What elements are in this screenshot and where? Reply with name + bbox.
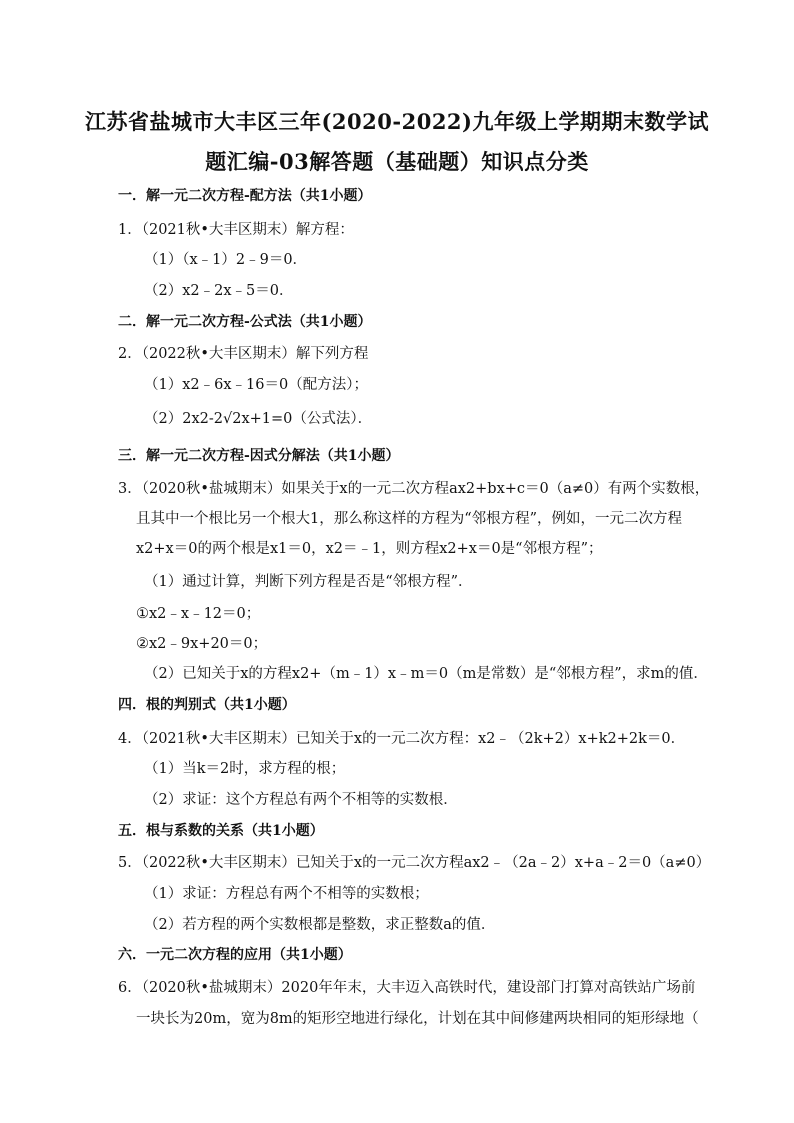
question-3-line-1: 3．（2020秋•盐城期末）如果关于x的一元二次方程ax2+bx+c＝0（a≠0）有两个实数根， bbox=[118, 481, 710, 497]
question-6-line-1: 6．（2020秋•盐城期末）2020年年末，大丰迈入高铁时代，建设部门打算对高铁站广场前 bbox=[118, 980, 696, 996]
question-3-part-1: （1）通过计算，判断下列方程是否是“邻根方程”． bbox=[144, 574, 473, 590]
section-heading-4: 四．根的判别式（共1小题） bbox=[118, 697, 296, 713]
question-1: 1．（2021秋•大丰区期末）解方程： bbox=[118, 222, 354, 238]
section-heading-3: 三．解一元二次方程-因式分解法（共1小题） bbox=[118, 448, 400, 464]
question-1-part-2: （2）x2﹣2x﹣5＝0． bbox=[144, 283, 294, 299]
section-heading-6: 六．一元二次方程的应用（共1小题） bbox=[118, 947, 352, 963]
question-3-line-2: 且其中一个根比另一个根大1，那么称这样的方程为“邻根方程”，例如，一元二次方程 bbox=[136, 511, 683, 527]
question-2-part-2: （2）2x2-2√2x+1=0（公式法）． bbox=[144, 411, 373, 427]
question-4: 4．（2021秋•大丰区期末）已知关于x的一元二次方程：x2﹣（2k+2）x+k2+2k＝0． bbox=[118, 731, 686, 747]
section-heading-2: 二．解一元二次方程-公式法（共1小题） bbox=[118, 314, 372, 330]
section-heading-5: 五．根与系数的关系（共1小题） bbox=[118, 823, 324, 839]
document-title-line2: 题汇编-03解答题（基础题）知识点分类 bbox=[205, 149, 589, 174]
question-3-part-2: （2）已知关于x的方程x2+（m﹣1）x﹣m＝0（m是常数）是“邻根方程”，求m的值． bbox=[144, 666, 708, 682]
question-5: 5．（2022秋•大丰区期末）已知关于x的一元二次方程ax2﹣（2a﹣2）x+a﹣2＝0（a≠0） bbox=[118, 855, 711, 871]
question-3-line-3: x2+x＝0的两个根是x1＝0，x2＝﹣1，则方程x2+x＝0是“邻根方程”； bbox=[136, 541, 603, 557]
question-5-part-1: （1）求证：方程总有两个不相等的实数根； bbox=[144, 886, 429, 902]
question-3-part-1b: ②x2﹣9x+20＝0； bbox=[136, 636, 268, 652]
question-2-part-1: （1）x2﹣6x﹣16＝0（配方法）； bbox=[144, 377, 368, 393]
question-5-part-2: （2）若方程的两个实数根都是整数，求正整数a的值． bbox=[144, 917, 496, 933]
question-1-part-1: （1）（x﹣1）2﹣9＝0． bbox=[144, 252, 308, 268]
question-3-part-1a: ①x2﹣x﹣12＝0； bbox=[136, 606, 261, 622]
document-title-line1: 江苏省盐城市大丰区三年(2020-2022)九年级上学期期末数学试 bbox=[85, 109, 709, 134]
section-heading-1: 一．解一元二次方程-配方法（共1小题） bbox=[118, 188, 372, 204]
question-4-part-2: （2）求证：这个方程总有两个不相等的实数根． bbox=[144, 792, 458, 808]
question-2: 2．（2022秋•大丰区期末）解下列方程 bbox=[118, 346, 369, 362]
question-4-part-1: （1）当k＝2时，求方程的根； bbox=[144, 761, 346, 777]
question-6-line-2: 一块长为20m，宽为8m的矩形空地进行绿化，计划在其中间修建两块相同的矩形绿地（ bbox=[136, 1011, 699, 1027]
